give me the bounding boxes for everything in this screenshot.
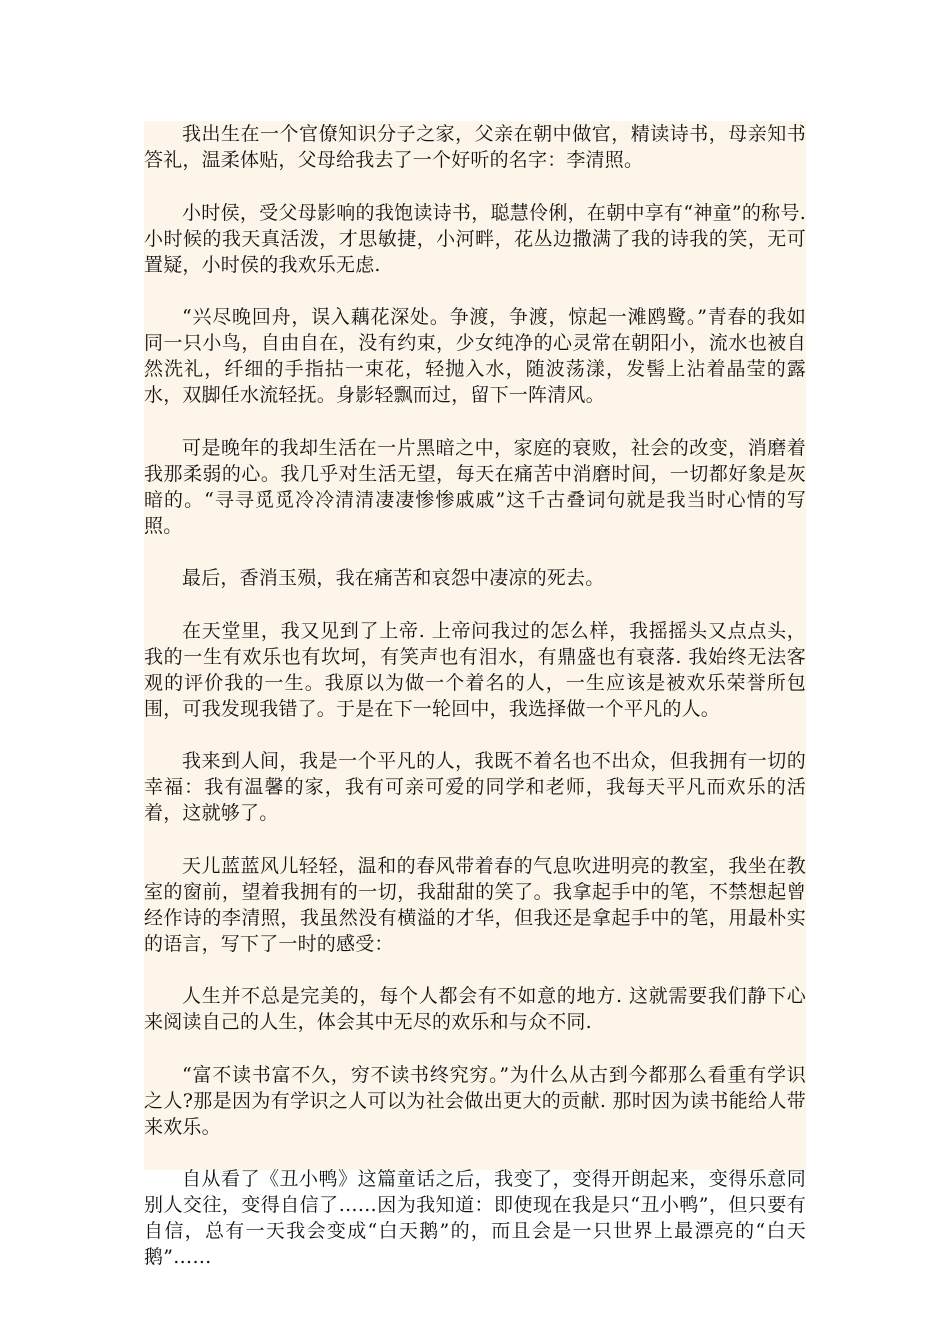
paragraph-gap [144, 1035, 806, 1062]
paragraph: 小时侯，受父母影响的我饱读诗书，聪慧伶俐，在朝中享有“神童”的称号. 小时候的我天真活泼，才思敏捷，小河畔，花丛边撒满了我的诗我的笑，无可置疑，小时侯的我欢乐无虑. [144, 201, 806, 276]
paragraph-gap [144, 591, 806, 618]
paragraph: “兴尽晚回舟，误入藕花深处。争渡，争渡，惊起一滩鸥鹭。”青春的我如同一只小鸟，自由自在，没有约束，少女纯净的心灵常在朝阳小，流水也被自然洗礼，纤细的手指拈一束花，轻抛入水，随波荡漾，发髻上沾着晶莹的露水，双脚任水流轻抚。身影轻飘而过，留下一阵清风。 [144, 306, 806, 406]
paragraph-gap [144, 1140, 806, 1167]
paragraph-gap [144, 539, 806, 566]
paragraph: 我来到人间，我是一个平凡的人，我既不着名也不出众，但我拥有一切的幸福：我有温馨的家，我有可亲可爱的同学和老师，我每天平凡而欢乐的活着，这就够了。 [144, 750, 806, 824]
paragraph-gap [144, 173, 806, 200]
paragraph: 在天堂里，我又见到了上帝. 上帝问我过的怎么样，我摇摇头又点点头，我的一生有欢乐也有坎坷，有笑声也有泪水，有鼎盛也有衰落. 我始终无法客观的评价我的一生。我原以为做一个着名的人，一生应该是被欢乐荣誉所包围，可我发现我错了。于是在下一轮回中，我选择做一个平凡的人。 [144, 619, 806, 720]
paragraph: 我出生在一个官僚知识分子之家，父亲在朝中做官，精读诗书，母亲知书答礼，温柔体贴，父母给我去了一个好听的名字：李清照。 [144, 123, 806, 171]
paragraph: 最后，香消玉殒，我在痛苦和哀怨中凄凉的死去。 [182, 567, 605, 589]
paragraph-gap [144, 408, 806, 435]
paragraph: 自从看了《丑小鸭》这篇童话之后，我变了，变得开朗起来，变得乐意同别人交往，变得自信了……因为我知道：即使现在我是只“丑小鸭”，但只要有自信，总有一天我会变成“白天鹅”的，而且会是一只世界上最漂亮的“白天鹅”…… [144, 1168, 806, 1268]
paragraph-gap [144, 957, 806, 984]
paragraph-gap [144, 278, 806, 305]
paragraph: 可是晚年的我却生活在一片黑暗之中，家庭的衰败，社会的改变，消磨着我那柔弱的心。我几乎对生活无望，每天在痛苦中消磨时间，一切都好象是灰暗的。“寻寻觅觅冷冷清清凄凄惨惨戚戚”这千古叠词句就是我当时心情的写照。 [144, 436, 806, 537]
paragraph-gap [144, 722, 806, 749]
paragraph: “富不读书富不久，穷不读书终究穷。”为什么从古到今都那么看重有学识之人?那是因为有学识之人可以为社会做出更大的贡献. 那时因为读书能给人带来欢乐。 [144, 1063, 806, 1138]
paragraph-gap [144, 826, 806, 853]
paragraph: 人生并不总是完美的，每个人都会有不如意的地方. 这就需要我们静下心来阅读自己的人生，体会其中无尽的欢乐和与众不同. [144, 985, 806, 1033]
essay-body [144, 121, 806, 1268]
paragraph: 天儿蓝蓝风儿轻轻，温和的春风带着春的气息吹进明亮的教室，我坐在教室的窗前，望着我拥有的一切，我甜甜的笑了。我拿起手中的笔，不禁想起曾经作诗的李清照，我虽然没有横溢的才华，但我还是拿起手中的笔，用最朴实的语言，写下了一时的感受： [144, 854, 806, 955]
